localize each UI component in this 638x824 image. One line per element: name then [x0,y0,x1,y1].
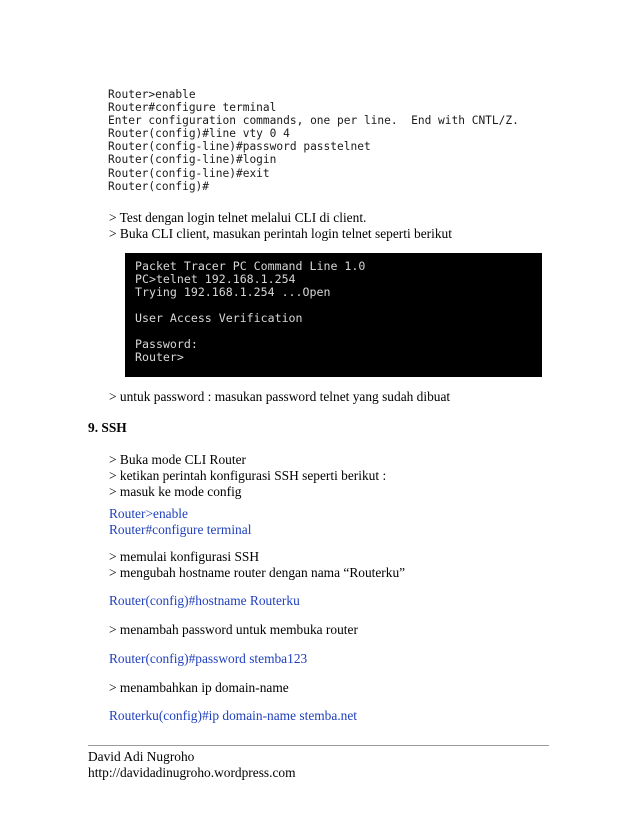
cli-line: Password: [135,337,198,351]
router-cli-screenshot [108,88,538,193]
step-text: > Test dengan login telnet melalui CLI di client. [109,210,367,225]
step-text: > Buka CLI client, masukan perintah login telnet seperti berikut [109,226,452,241]
cli-line: PC>telnet 192.168.1.254 [135,272,296,286]
footer-author: David Adi Nugroho [88,749,195,764]
cli-line: Router(config-line)#exit [108,166,270,180]
ssh-password-note [109,622,358,638]
footer-divider [88,745,549,746]
section-heading-ssh: 9. SSH [88,420,127,435]
cli-line: User Access Verification [135,311,303,325]
cli-line: Enter configuration commands, one per line. End with CNTL/Z. [108,114,519,128]
ssh-cmd-enable [109,506,251,538]
cli-line: Router(config)# [108,179,210,193]
cli-line: Router(config)#line vty 0 4 [108,127,290,141]
ssh-hostname-notes [109,549,405,581]
ssh-cmd-password [109,651,307,667]
step-text: > masuk ke mode config [109,484,242,499]
cli-line: Router#configure terminal [108,101,277,115]
command-text: Router>enable [109,506,188,521]
telnet-password-note [109,389,450,405]
step-text: > ketikan perintah konfigurasi SSH seperti berikut : [109,468,387,483]
telnet-steps [109,210,452,242]
ssh-intro [109,452,386,500]
ssh-cmd-domain [109,708,357,724]
cli-line: Router>enable [108,88,196,101]
step-text: > menambahkan ip domain-name [109,680,289,695]
ssh-cmd-hostname [109,593,300,609]
command-text: Routerku(config)#ip domain-name stemba.net [109,708,358,723]
step-text: > mengubah hostname router dengan nama “Routerku” [109,565,406,580]
step-text: > menambah password untuk membuka router [109,622,358,637]
command-text: Router#configure terminal [109,522,252,537]
command-text: Router(config)#password stemba123 [109,651,308,666]
step-text: > Buka mode CLI Router [109,452,246,467]
step-text: > memulai konfigurasi SSH [109,549,260,564]
page-footer [88,749,296,781]
note-text: > untuk password : masukan password telnet yang sudah dibuat [109,389,451,404]
cli-line: Packet Tracer PC Command Line 1.0 [135,259,366,273]
footer-url: http://davidadinugroho.wordpress.com [88,765,296,780]
command-text: Router(config)#hostname Routerku [109,593,300,608]
ssh-domain-note [109,680,289,696]
cli-line: Router> [135,350,184,364]
cli-line: Trying 192.168.1.254 ...Open [135,285,331,299]
cli-line: Router(config-line)#password passtelnet [108,140,371,154]
cli-line: Router(config-line)#login [108,153,277,167]
pc-cli-screenshot [125,253,542,377]
